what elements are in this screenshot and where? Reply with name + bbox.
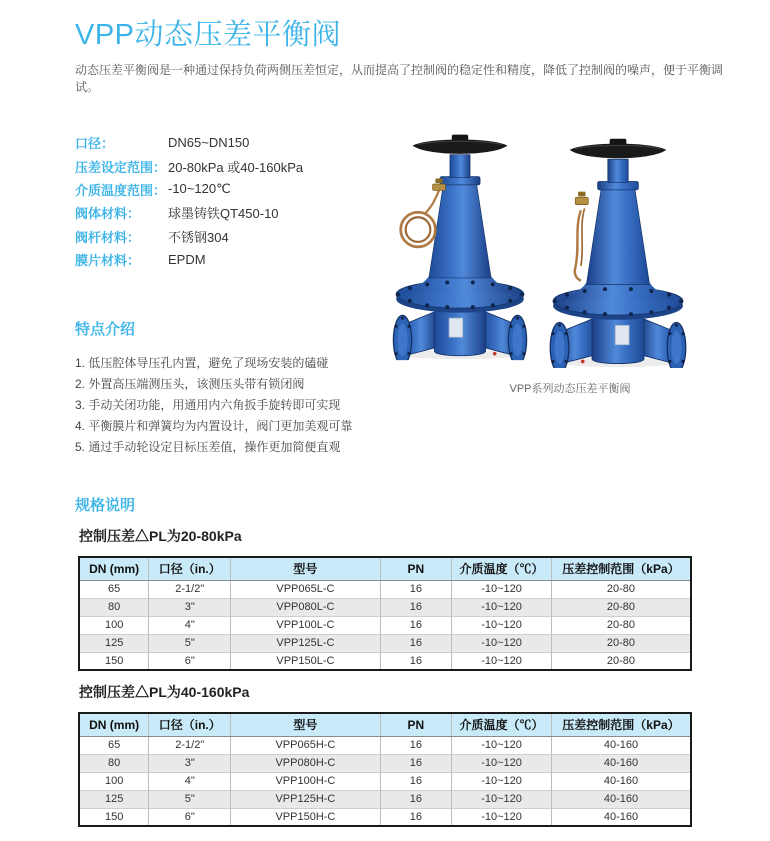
table-cell: -10~120 bbox=[452, 772, 552, 790]
spec-value: 不锈钢304 bbox=[168, 229, 229, 245]
table-row bbox=[79, 808, 691, 826]
copper-capillary-coil-icon bbox=[401, 190, 439, 247]
table-cell: 40-160 bbox=[551, 772, 691, 790]
table-cell: 80 bbox=[79, 754, 149, 772]
column-header: PN bbox=[380, 557, 452, 580]
table-cell: 20-80 bbox=[551, 580, 691, 598]
table-cell: 16 bbox=[380, 772, 452, 790]
table-cell: VPP125H-C bbox=[231, 790, 380, 808]
table-cell: 4" bbox=[149, 772, 231, 790]
brass-test-valve-icon bbox=[575, 192, 588, 205]
table-cell: -10~120 bbox=[452, 652, 552, 670]
features-heading: 特点介绍 bbox=[75, 321, 136, 338]
table-cell: 16 bbox=[380, 598, 452, 616]
table-cell: 20-80 bbox=[551, 616, 691, 634]
table-cell: 5" bbox=[149, 790, 231, 808]
table-row bbox=[79, 634, 691, 652]
table-cell: 150 bbox=[79, 652, 149, 670]
column-header: DN (mm) bbox=[79, 713, 149, 736]
table-cell: 16 bbox=[380, 754, 452, 772]
column-header: 型号 bbox=[231, 557, 380, 580]
table-cell: -10~120 bbox=[452, 580, 552, 598]
spec-row-temperature-range bbox=[75, 178, 303, 201]
table-cell: 150 bbox=[79, 808, 149, 826]
table-cell: VPP080H-C bbox=[231, 754, 380, 772]
spec-row-stem-material bbox=[75, 225, 303, 248]
spec-table-40-160 bbox=[78, 712, 692, 827]
table-cell: 2-1/2" bbox=[149, 580, 231, 598]
table-cell: 6" bbox=[149, 652, 231, 670]
header-row bbox=[79, 713, 691, 736]
table-cell: 3" bbox=[149, 598, 231, 616]
table-subtitle: 控制压差△PL为40-160kPa bbox=[79, 684, 250, 700]
table-row bbox=[79, 652, 691, 670]
spec-label: 阀体材料： bbox=[75, 206, 141, 222]
spec-label: 压差设定范围： bbox=[75, 159, 167, 175]
table-cell: VPP065L-C bbox=[231, 580, 380, 598]
spec-section-heading: 规格说明 bbox=[75, 497, 136, 514]
table-cell: VPP150L-C bbox=[231, 652, 380, 670]
spec-row-pressure-range bbox=[75, 154, 303, 177]
table-block-20-80 bbox=[78, 526, 694, 671]
spec-label: 介质温度范围： bbox=[75, 182, 167, 198]
features-section bbox=[75, 318, 352, 458]
spec-value: -10~120℃ bbox=[168, 181, 231, 197]
product-description: 动态压差平衡阀是一种通过保持负荷两侧压差恒定，从而提高了控制阀的稳定性和精度，降低了控制阀的噪声，便于平衡调试。 bbox=[75, 63, 724, 94]
product-image-caption: VPP系列动态压差平衡阀 bbox=[509, 383, 631, 395]
column-header: 压差控制范围（kPa） bbox=[551, 713, 691, 736]
table-cell: 16 bbox=[380, 616, 452, 634]
table-cell: 5" bbox=[149, 634, 231, 652]
table-cell: VPP080L-C bbox=[231, 598, 380, 616]
table-cell: 6" bbox=[149, 808, 231, 826]
table-cell: 4" bbox=[149, 616, 231, 634]
table-cell: 40-160 bbox=[551, 754, 691, 772]
table-row bbox=[79, 598, 691, 616]
table-row bbox=[79, 736, 691, 754]
table-cell: 125 bbox=[79, 790, 149, 808]
table-cell: 16 bbox=[380, 580, 452, 598]
table-cell: -10~120 bbox=[452, 616, 552, 634]
table-cell: 16 bbox=[380, 808, 452, 826]
column-header: PN bbox=[380, 713, 452, 736]
table-cell: -10~120 bbox=[452, 598, 552, 616]
table-cell: VPP100H-C bbox=[231, 772, 380, 790]
table-cell: 16 bbox=[380, 790, 452, 808]
column-header: 介质温度（℃） bbox=[452, 713, 552, 736]
header-row bbox=[79, 557, 691, 580]
spec-row-diameter bbox=[75, 131, 303, 154]
feature-item: 4. 平衡膜片和弹簧均为内置设计，阀门更加美观可靠 bbox=[75, 419, 353, 433]
table-cell: 16 bbox=[380, 736, 452, 754]
table-cell: 80 bbox=[79, 598, 149, 616]
table-row bbox=[79, 754, 691, 772]
table-cell: -10~120 bbox=[452, 634, 552, 652]
spec-value: 球墨铸铁QT450-10 bbox=[168, 206, 279, 222]
table-cell: -10~120 bbox=[452, 790, 552, 808]
column-header: DN (mm) bbox=[79, 557, 149, 580]
table-cell: 20-80 bbox=[551, 634, 691, 652]
table-row bbox=[79, 772, 691, 790]
table-cell: VPP065H-C bbox=[231, 736, 380, 754]
table-cell: -10~120 bbox=[452, 808, 552, 826]
spec-value: 20-80kPa 或40-160kPa bbox=[168, 159, 304, 175]
table-cell: VPP125L-C bbox=[231, 634, 380, 652]
table-cell: -10~120 bbox=[452, 754, 552, 772]
spec-label: 阀杆材料： bbox=[75, 229, 141, 245]
valve-photo-right bbox=[541, 136, 695, 368]
product-images bbox=[383, 124, 717, 399]
spec-value: EPDM bbox=[168, 252, 206, 268]
page-title: VPP动态压差平衡阀 bbox=[75, 19, 342, 51]
table-row bbox=[79, 616, 691, 634]
spec-label: 膜片材料： bbox=[75, 253, 141, 269]
table-cell: 40-160 bbox=[551, 808, 691, 826]
table-cell: 20-80 bbox=[551, 598, 691, 616]
table-cell: 125 bbox=[79, 634, 149, 652]
table-row bbox=[79, 580, 691, 598]
table-cell: 20-80 bbox=[551, 652, 691, 670]
table-cell: 100 bbox=[79, 616, 149, 634]
column-header: 压差控制范围（kPa） bbox=[551, 557, 691, 580]
copper-capillary-tube-icon bbox=[575, 208, 585, 280]
table-cell: 3" bbox=[149, 754, 231, 772]
table-subtitle: 控制压差△PL为20-80kPa bbox=[79, 528, 242, 544]
feature-item: 5. 通过手动轮设定目标压差值，操作更加简便直观 bbox=[75, 440, 341, 454]
column-header: 口径（in.） bbox=[149, 557, 231, 580]
feature-item: 1. 低压腔体导压孔内置，避免了现场安装的磕碰 bbox=[75, 356, 329, 370]
table-cell: 16 bbox=[380, 652, 452, 670]
table-cell: 65 bbox=[79, 580, 149, 598]
valve-photo-left bbox=[387, 130, 533, 362]
table-block-40-160 bbox=[78, 682, 694, 827]
table-cell: VPP100L-C bbox=[231, 616, 380, 634]
feature-item: 3. 手动关闭功能，用通用内六角扳手旋转即可实现 bbox=[75, 398, 341, 412]
table-cell: 65 bbox=[79, 736, 149, 754]
spec-table-20-80 bbox=[78, 556, 692, 671]
table-cell: 100 bbox=[79, 772, 149, 790]
table-cell: 40-160 bbox=[551, 790, 691, 808]
table-row bbox=[79, 790, 691, 808]
table-cell: 2-1/2" bbox=[149, 736, 231, 754]
feature-item: 2. 外置高压端测压头，该测压头带有锁闭阀 bbox=[75, 377, 305, 391]
column-header: 口径（in.） bbox=[149, 713, 231, 736]
spec-row-diaphragm-material bbox=[75, 248, 303, 271]
spec-row-body-material bbox=[75, 201, 303, 224]
table-cell: -10~120 bbox=[452, 736, 552, 754]
table-cell: VPP150H-C bbox=[231, 808, 380, 826]
table-cell: 40-160 bbox=[551, 736, 691, 754]
column-header: 介质温度（℃） bbox=[452, 557, 552, 580]
column-header: 型号 bbox=[231, 713, 380, 736]
spec-value: DN65~DN150 bbox=[168, 135, 250, 151]
table-cell: 16 bbox=[380, 634, 452, 652]
spec-label: 口径： bbox=[75, 136, 115, 152]
spec-list bbox=[75, 131, 303, 271]
